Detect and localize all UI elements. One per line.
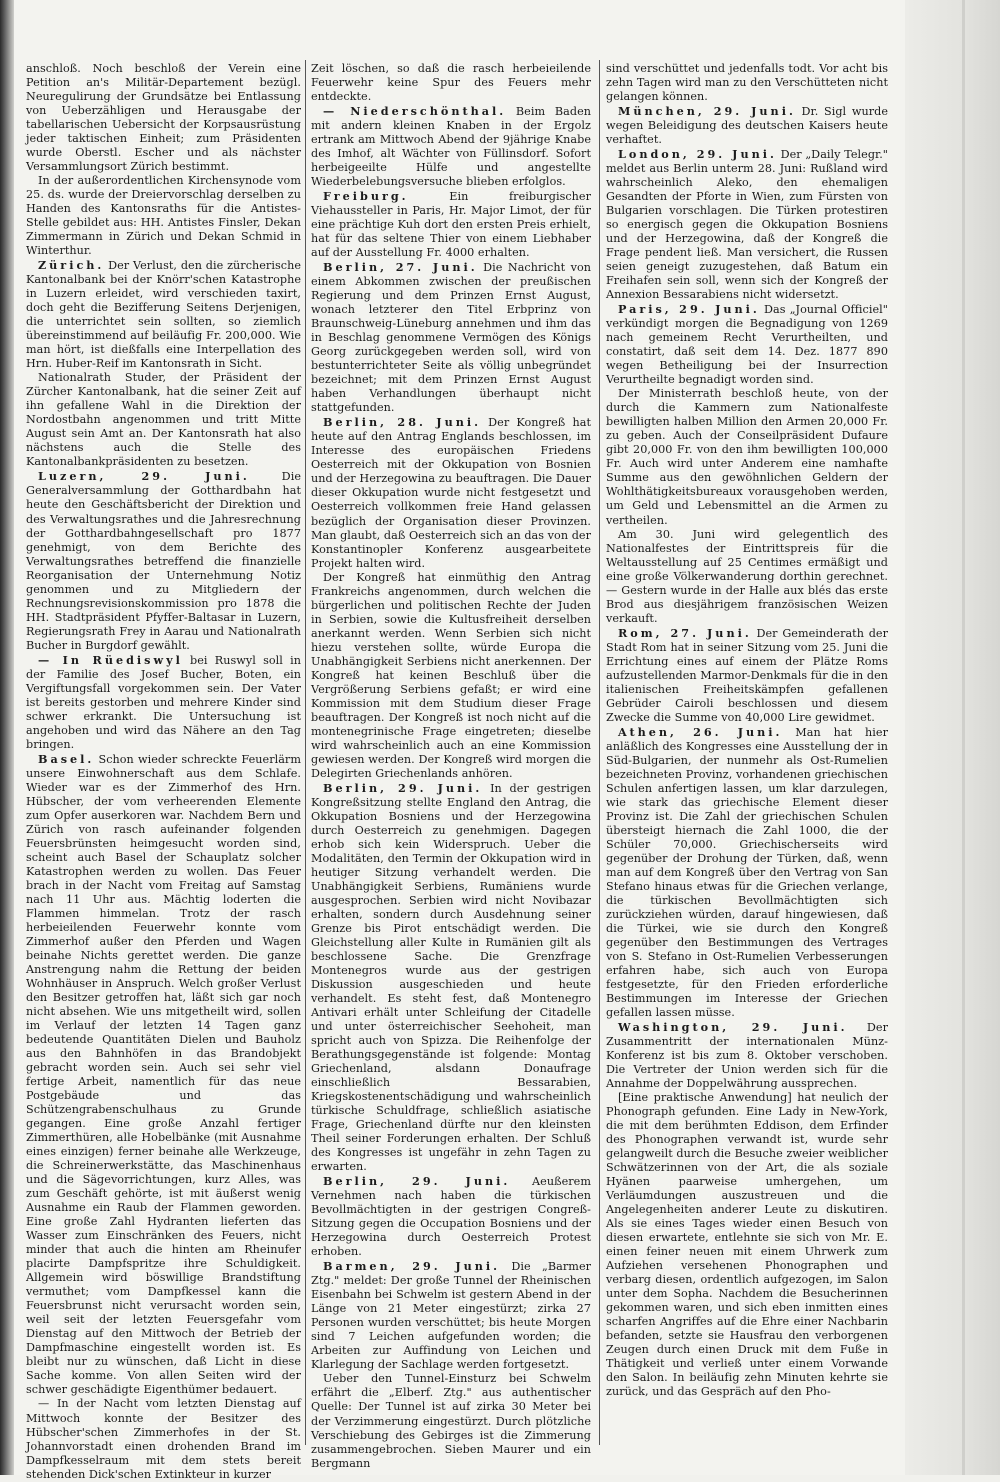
article-paragraph xyxy=(606,725,888,1020)
page-edge-shadow xyxy=(0,0,14,1475)
paragraph-text: Der Kongreß hat einmüthig den Antrag Frankreichs angenommen, durch welchen die bürgerlichen und politischen Rechte der Juden in Serbien, sowie die Kultusfreiheit derselben anerkannt werden. Wenn Serbien sich nicht hiezu verstehen sollte, würde Europa die Unabhängigkeit Serbiens nicht anerkennen. Der Kongreß hat keinen Beschluß über die Vergrößerung Serbiens gefaßt; er wird eine Kommission mit dem Studium dieser Frage beauftragen. Der Kongreß ist noch nicht auf die montenegrinische Frage eingetreten; dieselbe wird wahrscheinlich auch an eine Kommission gewiesen werden. Der Kongreß wird morgen die Delegirten Griechenlands anhören. xyxy=(311,570,591,780)
paragraph-text: Das „Journal Officiel" verkündigt morgen die Begnadigung von 1269 nach gemeinem Recht Verurtheilten, und constatirt, daß seit dem 14. Dez. 1877 890 wegen Betheiligung bei der Insurrection Verurtheilte begnadigt worden sind. xyxy=(606,303,888,387)
dateline: Barmen, 29. Juni. xyxy=(323,1259,501,1274)
paragraph-text: Ein freiburgischer Viehaussteller in Paris, Hr. Major Limot, der für eine prächtige Kuh dort den ersten Preis erhielt, hat für das seltene Thier von einem Liebhaber auf der Ausstellung Fr. 4000 erhalten. xyxy=(311,190,592,260)
article-paragraph xyxy=(606,1091,888,1399)
article-paragraph xyxy=(311,571,591,781)
column-right xyxy=(606,62,888,1442)
paragraph-text: Die „Barmer Ztg." meldet: Der große Tunnel der Rheinischen Eisenbahn bei Schwelm ist gestern Abend in der Länge von 21 Meter eingestürzt; zirka 27 Personen wurden verschüttet; bis heute Morgen sind 7 Leichen aufgefunden worden; die Arbeiten zur Auffindung von Leichen und Klarlegung der Sachlage werden fortgesetzt. xyxy=(311,1260,592,1372)
article-paragraph xyxy=(26,653,301,752)
paragraph-text: anschloß. Noch beschloß der Verein eine Petition an's Militär-Departement bezügl. Neuregulirung der Grundsätze bei Entlassung von Ueberzähligen und Herausgabe der tabellarischen Uebersicht der Korpsausrüstung jeder taktischen Einheit; zum Präsidenten wurde Oberstl. Escher und als nächster Versammlungsort Zürich bestimmt. xyxy=(26,62,301,174)
paragraph-text: Dr. Sigl wurde wegen Beleidigung des deutschen Kaisers heute verhaftet. xyxy=(606,105,888,147)
paragraph-text: Nationalrath Studer, der Präsident der Zürcher Kantonalbank, hat die seiner Zeit auf ihn gefallene Wahl in die Direktion der Nordostbahn angenommen und tritt Mitte August sein Amt an. Der Kantonsrath hat also nächstens auch die Stelle des Kantonalbankpräsidenten zu besetzen. xyxy=(26,371,301,469)
article-paragraph xyxy=(606,528,888,626)
article-paragraph xyxy=(606,387,888,527)
paragraph-text: [Eine praktische Anwendung] hat neulich der Phonograph gefunden. Eine Lady in New-York, die mit dem berühmten Eddison, dem Erfinder des Phonographen verwandt ist, wurde sehr gelangweilt durch die Besuche zweier weiblicher Schwätzerinnen von der Art, die als soziale Hyänen paarweise umhergehen, um Verläumdungen auszustreuen und die Angelegenheiten anderer Leute zu diskutiren. Als sie eines Tages wieder einen Besuch von diesen erwartete, entlehnte sie sich von Mr. E. einen feiner neuen mit einem Uhrwerk zum Aufziehen versehenen Phonographen und verbarg diesen, ordentlich aufgezogen, im Salon unter dem Sopha. Nachdem die Besucherinnen gekommen waren, und sich eben inmitten eines scharfen Angriffes auf die Ehre einer Nachbarin befanden, setzte sie Hausfrau den verborgenen Zeugen durch einen Druck mit dem Fuße in Thätigkeit und verließ unter einem Vorwande den Salon. In beiläufig zehn Minuten kehrte sie zurück, und das Gespräch auf den Pho- xyxy=(606,1091,888,1399)
paragraph-text: Schon wieder schreckte Feuerlärm unsere Einwohnerschaft aus dem Schlafe. Wieder war es der Zimmerhof des Hrn. Hübscher, der vom verheerenden Elemente zum Opfer auserkoren war. Nachdem Bern und Zürich von rasch aufeinander folgenden Feuersbrünsten heimgesucht worden sind, scheint auch Basel der Schauplatz solcher Katastrophen werden zu wollen. Das Feuer brach in der Nacht vom Freitag auf Samstag nach 11 Uhr aus. Mächtig loderten die Flammen himmelan. Trotz der rasch herbeieilenden Feuerwehr konnte vom Zimmerhof außer den Pferden und Wagen beinahe Nichts gerettet werden. Die ganze Anstrengung nahm die Rettung der beiden Wohnhäuser in Anspruch. Welch großer Verlust den Besitzer getroffen hat, läßt sich gar noch nicht absehen. Wie uns mitgetheilt wird, sollen im Verlauf der letzten 14 Tagen ganz bedeutende Quantitäten Dielen und Bauholz aus den Bahnhöfen in das Brandobjekt gebracht worden sein. Auch sei sehr viel fertige Arbeit, namentlich für das neue Postgebäude und das Schützengrabenschulhaus zu Grunde gegangen. Eine große Anzahl fertiger Zimmerthüren, alle Hobelbänke (mit Ausnahme eines einzigen) ferner beinahe alle Werkzeuge, die Schreinerwerkstätte, das Maschinenhaus und die Sägevorrichtungen, kurz Alles, was zum Geschäft gehörte, ist mit äußerst wenig Ausnahme ein Raub der Flammen geworden. Eine große Zahl Hydranten lieferten das Wasser zum Einschränken des Feuers, nicht minder that auch die hinten am Rheinufer placirte Dampfspritze ihre Schuldigkeit. Allgemein wird böswillige Brandstiftung vermuthet; vom Dampfkessel kann die Feuersbrunst nicht verursacht worden sein, weil seit der letzten Feuersgefahr vom Dienstag auf den Mittwoch der Betrieb der Dampfmaschine eingestellt worden ist. Es bleibt nur zu wünschen, daß Licht in diese Sache komme. Von allen Seiten wird der schwer geschädigte Eigenthümer bedauert. xyxy=(26,752,301,1397)
paragraph-text: sind verschüttet und jedenfalls todt. Vor acht bis zehn Tagen wird man zu den Verschütteten nicht gelangen können. xyxy=(606,62,888,104)
dateline: Paris, 29. Juni. xyxy=(618,302,760,317)
article-paragraph xyxy=(311,781,591,1174)
paragraph-text: Am 30. Juni wird gelegentlich des Nationalfestes der Eintrittspreis für die Weltausstellung auf 25 Centimes ermäßigt und eine große Völkerwanderung dorthin gerechnet. — Gestern wurde in der Halle aux blés das erste Brod aus diesjährigem französischen Weizen verkauft. xyxy=(606,527,888,625)
article-paragraph xyxy=(311,260,591,415)
article-paragraph xyxy=(311,62,591,104)
column-left xyxy=(26,62,301,1481)
article-paragraph xyxy=(26,1397,301,1481)
dateline: Zürich. xyxy=(38,258,105,273)
dateline: Berlin, 27. Juni. xyxy=(323,260,478,275)
dateline: Washington, 29. Juni. xyxy=(618,1020,848,1035)
article-paragraph xyxy=(606,147,888,302)
dateline: Freiburg. xyxy=(323,189,409,204)
dateline: München, 29. Juni. xyxy=(618,104,796,119)
dateline: Rom, 27. Juni. xyxy=(618,625,752,640)
article-paragraph xyxy=(311,1174,591,1259)
article-paragraph xyxy=(311,189,591,260)
paragraph-text: Der „Daily Telegr." meldet aus Berlin unterm 28. Juni: Rußland wird wahrscheinlich Aleko, den ehemaligen Gesandten der Pforte in Wien, zum Fürsten von Bulgarien vorschlagen. Die Türken protestiren so energisch gegen die Okkupation Bosniens und der Herzegowina, daß der Kongreß die Frage pendent ließ. Man versichert, die Russen seien geneigt zuzugestehen, daß Batum ein Freihafen sein soll, wenn sich der Kongreß der Annexion Bessarabiens nicht widersetzt. xyxy=(606,148,889,302)
paragraph-text: Zeit löschen, so daß die rasch herbeieilende Feuerwehr keine Spur des Feuers mehr entdeckte. xyxy=(311,62,591,104)
article-paragraph xyxy=(606,1020,888,1091)
article-paragraph xyxy=(26,469,301,652)
paragraph-text: Aeußerem Vernehmen nach haben die türkischen Bevollmächtigten in der gestrigen Congreß-Sitzung gegen die Occupation Bosniens und der Herzegowina durch Oesterreich Protest erhoben. xyxy=(311,1175,591,1259)
paragraph-text: Die Generalversammlung der Gotthardbahn hat heute den Geschäftsbericht der Direktion und des Verwaltungsrathes und die Jahresrechnung der Gotthardbahngesellschaft pro 1877 genehmigt, von dem Berichte des Verwaltungsrathes betreffend die finanzielle Reorganisation der Unternehmung Notiz genommen und zu Mitgliedern der Rechnungsrevisionskommission pro 1878 die HH. Stadtpräsident Pfyffer-Baltasar in Luzern, Regierungsrath Frey in Aarau und Nationalrath Bucher in Burgdorf gewählt. xyxy=(26,470,301,652)
column-middle xyxy=(311,62,592,1470)
article-paragraph xyxy=(26,62,301,174)
page-fold xyxy=(962,0,965,1475)
column-rule xyxy=(599,60,600,1445)
paragraph-text: Die Nachricht von einem Abkommen zwischen der preußischen Regierung und dem Prinzen Ernst August, wonach letzterer den Titel Erbprinz von Braunschweig-Lüneburg annehmen und ihm das in Beschlag genommene Vermögen des Königs Georg zurückgegeben werden soll, wird von bestunterrichteter Seite als völlig unbegründet bezeichnet; mit dem Prinzen Ernst August haben Verhandlungen überhaupt nicht stattgefunden. xyxy=(311,261,591,415)
article-paragraph xyxy=(26,371,301,469)
paragraph-text: Der Verlust, den die zürcherische Kantonalbank bei der Knörr'schen Katastrophe in Luzern erleidet, wird verschieden taxirt, doch geht die Bezifferung Seitens Derjenigen, die unterrichtet sein sollten, so ziemlich übereinstimmend auf beiläufig Fr. 200,000. Wie man hört, ist dießfalls eine Interpellation des Hrn. Huber-Reif im Kantonsrath in Sicht. xyxy=(26,259,301,371)
paragraph-text: bei Ruswyl soll in der Familie des Josef Bucher, Boten, ein Vergiftungsfall vorgekommen sein. Der Vater ist bereits gestorben und mehrere Kinder sind schwer erkrankt. Die Untersuchung ist angehoben und wird das Nähere an den Tag bringen. xyxy=(26,653,301,751)
dateline: Berlin, 28. Juni. xyxy=(323,415,482,430)
dateline: London, 29. Juni. xyxy=(618,147,777,162)
right-margin xyxy=(905,0,1000,1475)
paragraph-text: — In der Nacht vom letzten Dienstag auf Mittwoch konnte der Besitzer des Hübscher'schen Zimmerhofes in der St. Johannvorstadt einen drohenden Brand im Dampfkesselraum mit dem stets bereit stehenden Dick'schen Extinkteur in kurzer xyxy=(26,1397,301,1481)
article-paragraph xyxy=(311,1372,591,1470)
paragraph-text: Beim Baden mit andern kleinen Knaben in der Ergolz ertrank am Mittwoch Abend der 9jährige Knabe des Imhof, alt Wächter von Füllinsdorf. Sofort herbeigeeilte Hülfe und angestellte Wiederbelebungsversuche blieben erfolglos. xyxy=(311,105,591,189)
paragraph-text: Man hat hier anläßlich des Kongresses eine Ausstellung der in Süd-Bulgarien, der nunmehr als Ost-Rumelien bezeichneten Provinz, vorhandenen griechischen Schulen anfertigen lassen, um klar darzulegen, wie stark das griechische Element dieser Provinz ist. Die Zahl der griechischen Schulen übersteigt hiernach die Zahl 1000, die der Schüler 70,000. Griechischerseits wird gegenüber der Drohung der Türken, daß, wenn man auf dem Kongreß über den Vertrag von San Stefano hinaus etwas für die Griechen verlange, die türkischen Bevollmächtigten sich zurückziehen würden, darauf hingewiesen, daß die Türkei, wie sie durch den Kongreß gegenüber den Bestimmungen des Vertrages von S. Stefano in Ost-Rumelien Verbesserungen erfahren habe, sich auch von Europa festgesetzte, für den Frieden erforderliche Bestimmungen im Interesse der Griechen gefallen lassen müsse. xyxy=(606,725,888,1020)
article-paragraph xyxy=(26,752,301,1398)
paragraph-text: In der gestrigen Kongreßsitzung stellte England den Antrag, die Okkupation Bosniens und der Herzegowina durch Oesterreich zu genehmigen. Dagegen erhob sich kein Widerspruch. Ueber die Modalitäten, den Termin der Okkupation wird in heutiger Sitzung verhandelt werden. Die Unabhängigkeit Serbiens, Rumäniens wurde ausgesprochen. Serbien wird nicht Novibazar erhalten, sondern durch Ausdehnung seiner Grenze bis Pirot entschädigt werden. Die Gleichstellung aller Kulte in Rumänien gilt als beschlossene Sache. Die Grenzfrage Montenegros wurde aus der gestrigen Diskussion ausgeschieden und heute verhandelt. Es steht fest, daß Montenegro Antivari erhält unter Schleifung der Citadelle und unter österreichischer Seehoheit, man spricht auch von Spizza. Die Reihenfolge der Berathungsgegenstände ist folgende: Montag Griechenland, alsdann Donaufrage einschließlich Bessarabien, Kriegskostenentschädigung und wahrscheinlich türkische Schuldfrage, schließlich asiatische Frage, Griechenland dürfte nur den kleinsten Theil seiner Forderungen erhalten. Der Schluß des Kongresses ist ungefähr in zehn Tagen zu erwarten. xyxy=(311,781,591,1174)
article-paragraph xyxy=(311,415,591,570)
dateline: Berlin, 29. Juni. xyxy=(323,780,483,795)
article-paragraph xyxy=(311,104,591,189)
dateline: — In Rüediswyl xyxy=(38,652,183,667)
article-paragraph xyxy=(606,104,888,147)
article-paragraph xyxy=(26,258,301,371)
article-paragraph xyxy=(606,302,888,387)
article-paragraph xyxy=(606,626,888,725)
paragraph-text: Der Zusammentritt der internationalen Münz-Konferenz ist bis zum 8. Oktober verschoben. Die Vertreter der Union werden sich für die Annahme der Doppelwährung aussprechen. xyxy=(606,1021,888,1091)
dateline: Berlin, 29. Juni. xyxy=(323,1174,511,1189)
paragraph-text: Der Ministerrath beschloß heute, von der durch die Kammern zum Nationalfeste bewilligten halben Million den Armen 20,000 Fr. zu geben. Auch der Conseilpräsident Dufaure gibt 20,000 Fr. von den ihm bewilligten 100,000 Fr. Auch wird unter Anderem eine namhafte Summe aus den gewöhnlichen Geldern der Wohlthätigkeitsbureaux vorausgehoben werden, um Geld und Lebensmittel an die Armen zu vertheilen. xyxy=(606,387,888,527)
article-paragraph xyxy=(311,1259,591,1372)
column-rule xyxy=(305,60,306,1445)
dateline: Luzern, 29. Juni. xyxy=(38,469,250,484)
dateline: — Niederschönthal. xyxy=(323,104,507,119)
article-paragraph xyxy=(606,62,888,104)
paragraph-text: Ueber den Tunnel-Einsturz bei Schwelm erfährt die „Elberf. Ztg." aus authentischer Quelle: Der Tunnel ist auf zirka 30 Meter bei der Verzimmerung eingestürzt. Durch plötzliche Verschiebung des Gebirges ist die Zimmerung zusammengebrochen. Sieben Maurer und ein Bergmann xyxy=(311,1372,591,1470)
dateline: Athen, 26. Juni. xyxy=(618,724,783,739)
paragraph-text: In der außerordentlichen Kirchensynode vom 25. ds. wurde der Dreiervorschlag derselben zu Handen des Kantonsraths für die Antistes-Stelle gebildet aus: HH. Antistes Finsler, Dekan Zimmermann in Zürich und Dekan Schmid in Winterthur. xyxy=(26,174,301,258)
dateline: Basel. xyxy=(38,751,95,766)
paragraph-text: Der Kongreß hat heute auf den Antrag Englands beschlossen, im Interesse des europäischen Friedens Oesterreich mit der Okkupation von Bosnien und der Herzegowina zu beauftragen. Die Dauer dieser Okkupation wurde nicht festgesetzt und Oesterreich vollkommen freie Hand gelassen bezüglich der Organisation dieser Provinzen. Man glaubt, daß Oesterreich sich an das von der Konstantinopler Konferenz ausgearbeitete Projekt halten wird. xyxy=(311,416,591,570)
paragraph-text: Der Gemeinderath der Stadt Rom hat in seiner Sitzung vom 25. Juni die Errichtung eines auf einem der Plätze Roms aufzustellenden Marmor-Denkmals für die in den italienischen Freiheitskämpfen gefallenen Gebrüder Cairoli beschlossen und diesem Zwecke die Summe von 40,000 Lire gewidmet. xyxy=(606,626,889,724)
article-paragraph xyxy=(26,174,301,258)
